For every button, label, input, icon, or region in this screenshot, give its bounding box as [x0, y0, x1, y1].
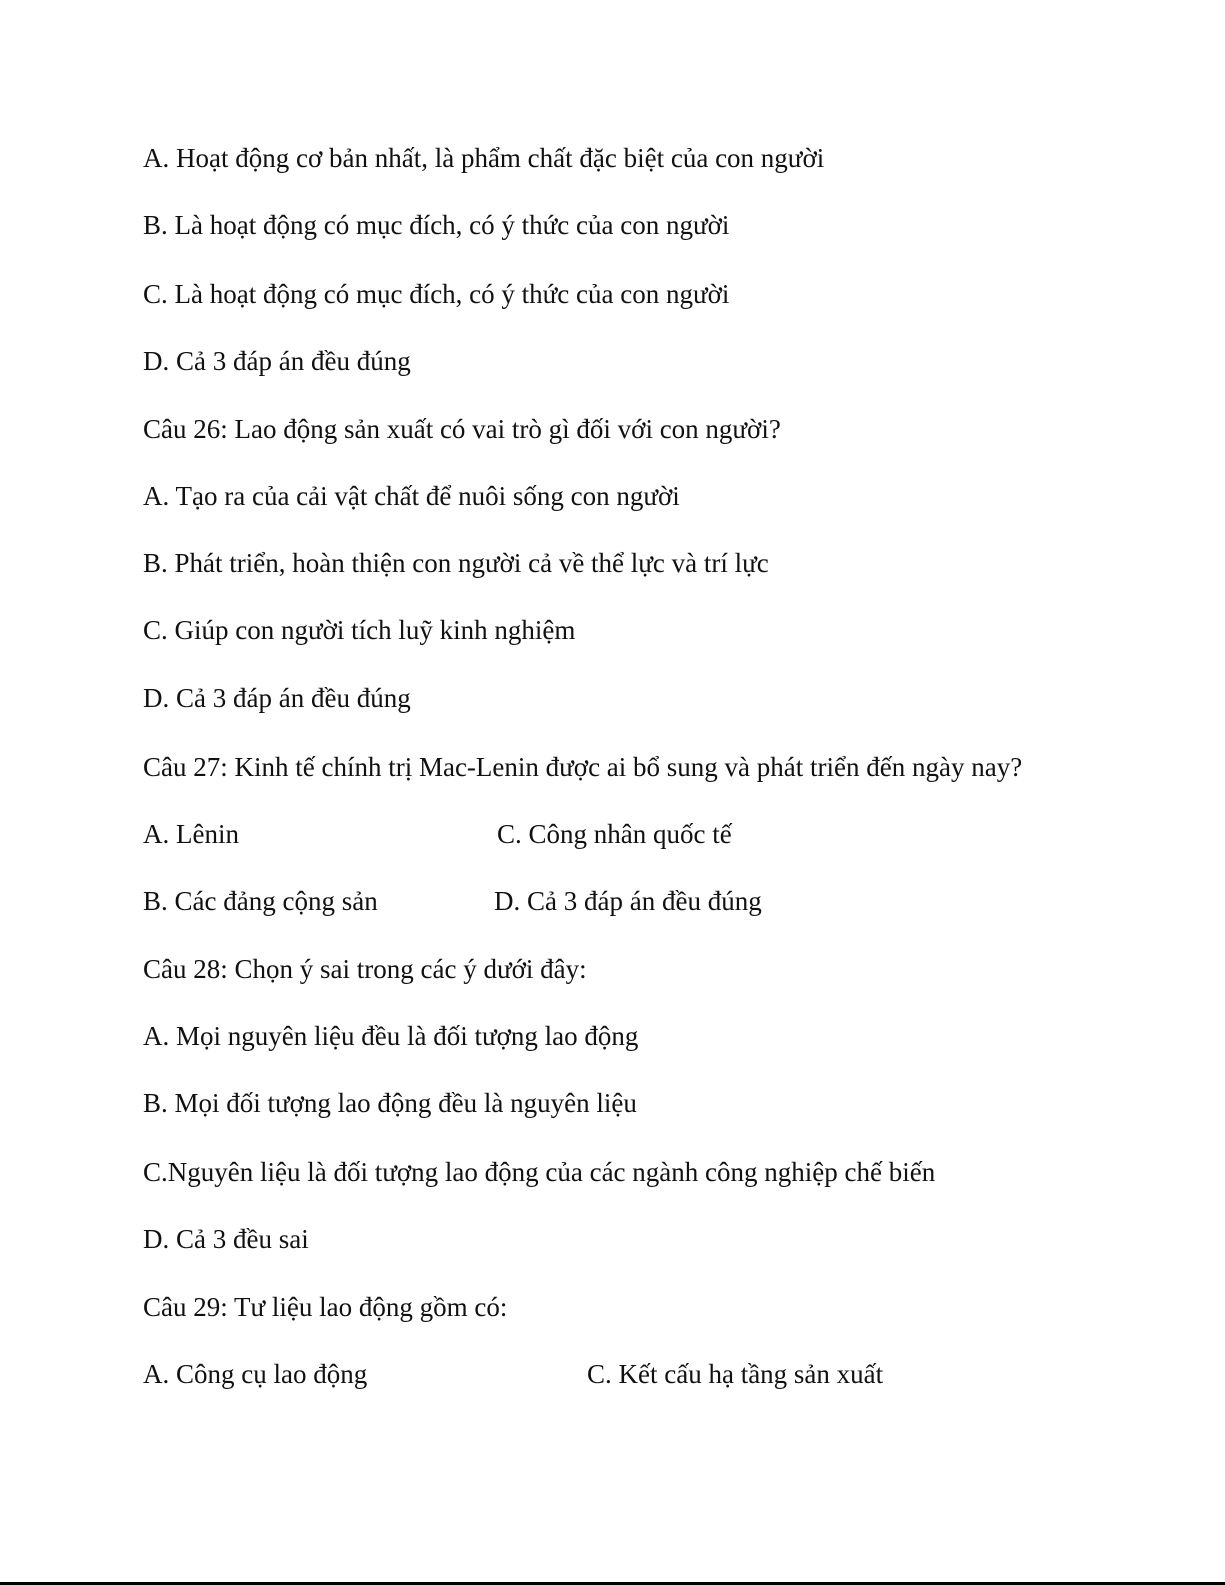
q27-option-d: D. Cả 3 đáp án đều đúng	[494, 886, 762, 916]
question-28: Câu 28: Chọn ý sai trong các ý dưới đây:	[143, 954, 587, 984]
q26-option-b: B. Phát triển, hoàn thiện con người cả về thể lực và trí lực	[143, 548, 769, 578]
q29-option-c: C. Kết cấu hạ tầng sản xuất	[587, 1359, 884, 1389]
q26-option-c: C. Giúp con người tích luỹ kinh nghiệm	[143, 615, 576, 645]
q27-option-a: A. Lênin	[143, 819, 239, 849]
question-29: Câu 29: Tư liệu lao động gồm có:	[143, 1292, 508, 1322]
q25-option-c: C. Là hoạt động có mục đích, có ý thức của con người	[143, 279, 730, 309]
q28-option-a: A. Mọi nguyên liệu đều là đối tượng lao động	[143, 1021, 639, 1051]
question-27: Câu 27: Kinh tế chính trị Mac-Lenin được ai bổ sung và phát triển đến ngày nay?	[143, 752, 1023, 782]
q26-option-d: D. Cả 3 đáp án đều đúng	[143, 683, 411, 713]
q28-option-c: C.Nguyên liệu là đối tượng lao động của các ngành công nghiệp chế biến	[143, 1157, 936, 1187]
q28-option-d: D. Cả 3 đều sai	[143, 1224, 309, 1254]
q27-option-c: C. Công nhân quốc tế	[497, 819, 732, 849]
q29-option-a: A. Công cụ lao động	[143, 1359, 368, 1389]
q28-option-b: B. Mọi đối tượng lao động đều là nguyên liệu	[143, 1088, 637, 1118]
q25-option-b: B. Là hoạt động có mục đích, có ý thức của con người	[143, 210, 730, 240]
q26-option-a: A. Tạo ra của cải vật chất để nuôi sống con người	[143, 481, 680, 511]
question-26: Câu 26: Lao động sản xuất có vai trò gì đối với con người?	[143, 414, 781, 444]
q25-option-a: A. Hoạt động cơ bản nhất, là phẩm chất đặc biệt của con người	[143, 143, 825, 173]
q25-option-d: D. Cả 3 đáp án đều đúng	[143, 346, 411, 376]
q27-option-b: B. Các đảng cộng sản	[143, 886, 378, 916]
